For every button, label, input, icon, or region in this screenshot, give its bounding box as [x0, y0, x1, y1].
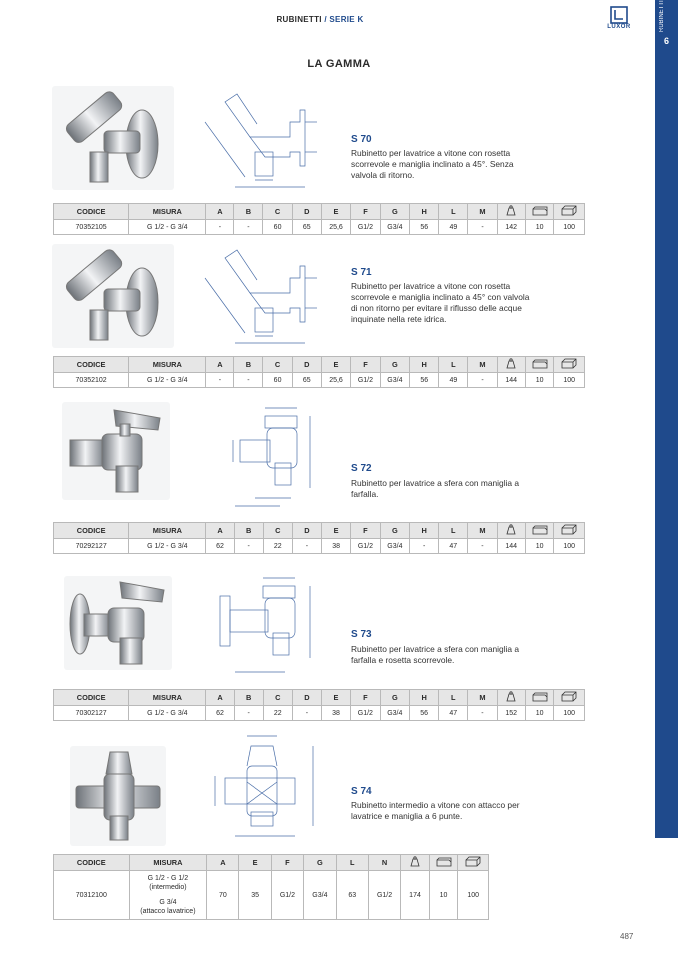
cell-l: 47	[439, 706, 468, 721]
cell-h: 56	[410, 373, 439, 388]
cell-c: 22	[263, 706, 292, 721]
col-b: B	[234, 204, 263, 220]
cell-misura: G 1/2 - G 3/4	[129, 373, 206, 388]
col-l: L	[439, 690, 468, 706]
spec-table-s70	[53, 203, 585, 235]
drawing-icon	[195, 726, 325, 844]
col-a: A	[206, 204, 234, 220]
cell-e: 38	[322, 539, 351, 554]
misura-note: (intermedio)	[149, 884, 187, 891]
table-row	[54, 373, 585, 388]
product-code-s71: S 71	[351, 267, 372, 278]
cell-a: 62	[206, 539, 234, 554]
col-codice: CODICE	[54, 523, 129, 539]
col-a: A	[206, 357, 234, 373]
spec-header-row	[54, 523, 585, 539]
header-separator: /	[324, 15, 327, 24]
cell-c: 60	[263, 373, 292, 388]
box-icon	[525, 357, 554, 373]
weight-icon	[497, 204, 525, 220]
col-c: C	[263, 204, 292, 220]
tap-photo-icon	[52, 244, 174, 348]
misura-line: G 1/2 - G 1/2	[147, 875, 189, 882]
cell-weight: 152	[497, 706, 525, 721]
cell-m: -	[468, 539, 497, 554]
product-description-s71: Rubinetto per lavatrice a vitone con rosetta scorrevole e maniglia inclinato a 45° con valvola di non ritorno per evitare il riflusso delle acque inquinate nella rete idrica.	[351, 281, 530, 324]
drawing-icon	[195, 398, 335, 512]
cell-carton: 100	[554, 539, 585, 554]
spec-table-s73	[53, 689, 585, 721]
misura-line: G 3/4	[159, 899, 177, 906]
box-icon	[525, 523, 554, 539]
cell-c: 60	[263, 220, 292, 235]
col-m: M	[468, 357, 497, 373]
col-f: F	[271, 855, 303, 871]
product-description-s70: Rubinetto per lavatrice a vitone con rosetta scorrevole e maniglia inclinato a 45°. Senza valvola di ritorno.	[351, 148, 514, 180]
cell-weight: 144	[497, 539, 525, 554]
col-e: E	[322, 523, 351, 539]
cell-d: -	[292, 706, 321, 721]
box-icon	[429, 855, 458, 871]
cell-c: 22	[263, 539, 292, 554]
cell-box: 10	[525, 220, 554, 235]
technical-drawing-s73	[195, 568, 335, 680]
cell-weight: 142	[497, 220, 525, 235]
col-f: F	[351, 357, 380, 373]
cell-d: 65	[292, 373, 321, 388]
col-d: D	[292, 523, 321, 539]
col-g: G	[380, 357, 409, 373]
product-code-s74: S 74	[351, 786, 372, 797]
side-tab	[655, 0, 678, 838]
col-d: D	[292, 690, 321, 706]
drawing-icon	[195, 238, 335, 350]
table-row	[54, 706, 585, 721]
cell-f: G1/2	[271, 871, 303, 920]
cell-b: -	[234, 373, 263, 388]
cell-f: G1/2	[351, 706, 380, 721]
spec-table-s72	[53, 522, 585, 554]
misura-note: (attacco lavatrice)	[140, 908, 196, 915]
cell-f: G1/2	[351, 220, 380, 235]
cell-l: 49	[439, 373, 468, 388]
col-e: E	[239, 855, 271, 871]
weight-icon	[401, 855, 429, 871]
product-code-s70: S 70	[351, 134, 372, 145]
cell-e: 25,6	[321, 373, 350, 388]
box-icon	[525, 690, 554, 706]
col-l: L	[336, 855, 368, 871]
col-codice: CODICE	[54, 204, 129, 220]
cell-g: G3/4	[380, 539, 409, 554]
header-serie: SERIE K	[329, 15, 364, 24]
col-misura: MISURA	[129, 690, 206, 706]
side-tab-label: RUBINETTI	[659, 0, 665, 32]
col-g: G	[380, 690, 409, 706]
cell-carton: 100	[554, 220, 585, 235]
col-e: E	[321, 357, 350, 373]
weight-icon	[497, 523, 525, 539]
tap-photo-icon	[64, 576, 172, 670]
cell-a: -	[206, 373, 234, 388]
carton-icon	[458, 855, 489, 871]
cell-misura: G 1/2 - G 3/4	[129, 220, 206, 235]
cell-box: 10	[525, 539, 554, 554]
tap-photo-icon	[70, 746, 166, 846]
col-c: C	[263, 690, 292, 706]
cell-l: 63	[336, 871, 368, 920]
cell-carton: 100	[554, 706, 585, 721]
cell-h: 56	[410, 220, 439, 235]
technical-drawing-s72	[195, 398, 335, 512]
product-description-s72: Rubinetto per lavatrice a sfera con maniglia a farfalla.	[351, 478, 520, 499]
col-n: N	[368, 855, 400, 871]
col-d: D	[292, 204, 321, 220]
col-codice: CODICE	[54, 690, 129, 706]
product-photo-s72	[62, 402, 170, 500]
product-code-s73: S 73	[351, 629, 372, 640]
col-h: H	[410, 523, 439, 539]
col-g: G	[380, 204, 409, 220]
tap-photo-icon	[62, 402, 170, 500]
col-b: B	[234, 690, 263, 706]
product-photo-s71	[52, 244, 174, 348]
cell-weight: 144	[497, 373, 525, 388]
luxor-logo	[600, 6, 638, 36]
cell-e: 35	[239, 871, 271, 920]
cell-m: -	[468, 373, 497, 388]
col-f: F	[351, 690, 380, 706]
spec-header-row	[54, 204, 585, 220]
col-m: M	[468, 204, 497, 220]
product-photo-s73	[64, 576, 172, 670]
cell-f: G1/2	[351, 373, 380, 388]
cell-carton: 100	[554, 373, 585, 388]
product-description-s73: Rubinetto per lavatrice a sfera con maniglia a farfalla e rosetta scorrevole.	[351, 644, 520, 665]
cell-misura	[129, 871, 207, 920]
cell-codice: 70352105	[54, 220, 129, 235]
col-l: L	[439, 357, 468, 373]
col-a: A	[206, 523, 234, 539]
cell-d: 65	[292, 220, 321, 235]
col-misura: MISURA	[129, 523, 206, 539]
col-misura: MISURA	[129, 204, 206, 220]
col-c: C	[263, 357, 292, 373]
cell-e: 38	[321, 706, 350, 721]
carton-icon	[554, 690, 585, 706]
col-a: A	[206, 690, 234, 706]
page-number: 487	[620, 932, 634, 941]
col-l: L	[439, 523, 468, 539]
col-misura: MISURA	[129, 855, 207, 871]
technical-drawing-s71	[195, 238, 335, 350]
cell-g: G3/4	[380, 220, 409, 235]
cell-b: -	[234, 220, 263, 235]
cell-f: G1/2	[351, 539, 380, 554]
col-b: B	[234, 357, 263, 373]
table-row	[54, 539, 585, 554]
cell-g: G3/4	[380, 373, 409, 388]
logo-text: LUXOR	[607, 24, 631, 30]
cell-carton: 100	[458, 871, 489, 920]
col-l: L	[439, 204, 468, 220]
cell-n: G1/2	[368, 871, 400, 920]
col-e: E	[321, 204, 350, 220]
cell-a: 62	[206, 706, 234, 721]
weight-icon	[497, 357, 525, 373]
cell-b: -	[234, 706, 263, 721]
table-row	[54, 871, 489, 920]
carton-icon	[554, 357, 585, 373]
product-code-s72: S 72	[351, 463, 372, 474]
col-b: B	[234, 523, 263, 539]
col-e: E	[321, 690, 350, 706]
col-codice: CODICE	[54, 855, 130, 871]
col-g: G	[380, 523, 409, 539]
box-icon	[525, 204, 554, 220]
cell-l: 49	[439, 220, 468, 235]
tap-photo-icon	[52, 86, 174, 190]
product-photo-s74	[70, 746, 166, 846]
cell-m: -	[468, 706, 497, 721]
col-codice: CODICE	[54, 357, 129, 373]
cell-misura: G 1/2 - G 3/4	[129, 539, 206, 554]
cell-g: G3/4	[304, 871, 336, 920]
cell-e: 25,6	[321, 220, 350, 235]
cell-m: -	[468, 220, 497, 235]
spec-header-row	[54, 690, 585, 706]
cell-weight: 174	[401, 871, 429, 920]
drawing-icon	[195, 82, 335, 194]
cell-codice: 70302127	[54, 706, 129, 721]
carton-icon	[554, 523, 585, 539]
technical-drawing-s74	[195, 726, 325, 844]
col-c: C	[263, 523, 292, 539]
col-g: G	[304, 855, 336, 871]
cell-misura: G 1/2 - G 3/4	[129, 706, 206, 721]
col-h: H	[410, 357, 439, 373]
cell-codice: 70352102	[54, 373, 129, 388]
cell-codice: 70312100	[54, 871, 130, 920]
cell-h: 56	[410, 706, 439, 721]
side-tab-number: 6	[663, 36, 669, 46]
col-h: H	[410, 690, 439, 706]
product-photo-s70	[52, 86, 174, 190]
cell-h: -	[410, 539, 439, 554]
col-a: A	[207, 855, 239, 871]
cell-a: -	[206, 220, 234, 235]
cell-d: -	[292, 539, 321, 554]
spec-header-row	[54, 357, 585, 373]
cell-g: G3/4	[380, 706, 409, 721]
spec-header-row	[54, 855, 489, 871]
spec-table-s71	[53, 356, 585, 388]
spec-table-s74	[53, 854, 489, 920]
col-m: M	[468, 690, 497, 706]
cell-box: 10	[525, 706, 554, 721]
cell-a: 70	[207, 871, 239, 920]
cell-l: 47	[439, 539, 468, 554]
cell-codice: 70292127	[54, 539, 129, 554]
product-description-s74: Rubinetto intermedio a vitone con attacco per lavatrice e maniglia a 6 punte.	[351, 800, 520, 821]
carton-icon	[554, 204, 585, 220]
header-section: RUBINETTI	[276, 15, 322, 24]
cell-box: 10	[429, 871, 458, 920]
technical-drawing-s70	[195, 82, 335, 194]
col-m: M	[468, 523, 497, 539]
page-title: LA GAMMA	[307, 58, 371, 70]
page-header	[0, 15, 640, 24]
col-misura: MISURA	[129, 357, 206, 373]
drawing-icon	[195, 568, 335, 680]
table-row	[54, 220, 585, 235]
col-f: F	[351, 523, 380, 539]
luxor-logo-icon	[610, 6, 628, 24]
cell-b: -	[234, 539, 263, 554]
col-f: F	[351, 204, 380, 220]
cell-box: 10	[525, 373, 554, 388]
col-d: D	[292, 357, 321, 373]
weight-icon	[497, 690, 525, 706]
col-h: H	[410, 204, 439, 220]
